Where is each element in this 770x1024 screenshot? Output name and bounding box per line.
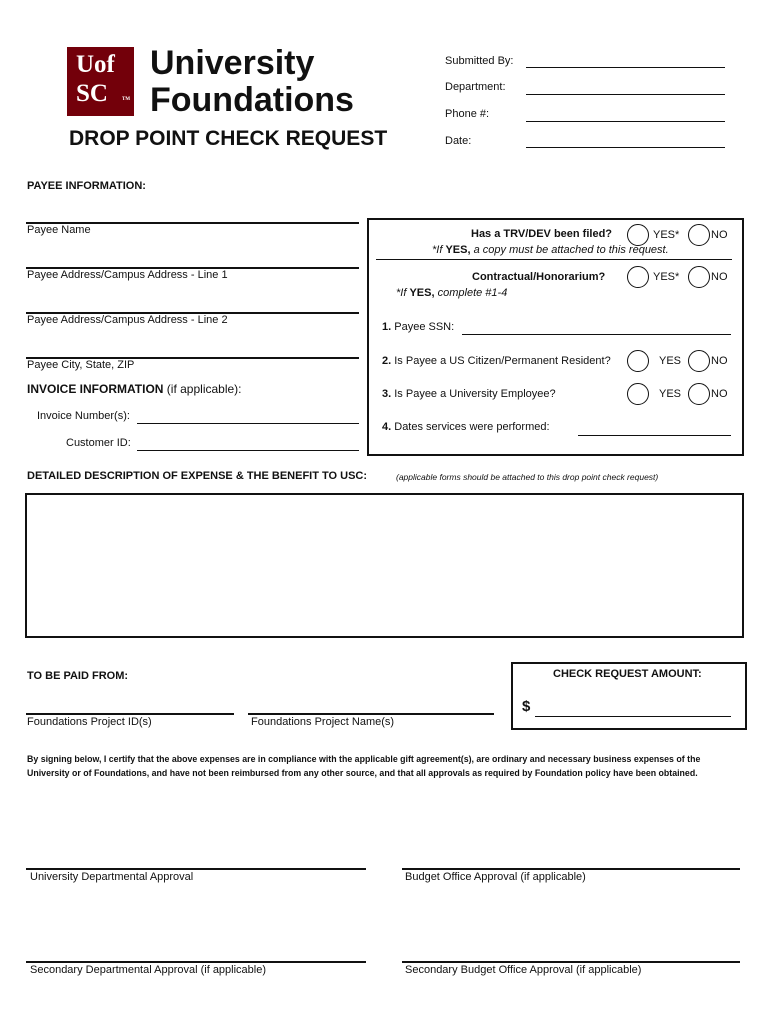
certification-line2: University or of Foundations, and have not been reimbursed from any other source, and that all approvals as required by Foundation policy have been obtained. (27, 768, 698, 778)
logo-name-line1: University (150, 44, 315, 82)
dollar-sign: $ (522, 698, 531, 715)
logo-line2: SC (76, 80, 108, 107)
employee-yes-label: YES (659, 388, 682, 400)
contractual-no-label: NO (711, 271, 728, 283)
trv-note-rest: a copy must be attached to this request. (473, 244, 669, 256)
invoice-numbers-field[interactable] (137, 423, 359, 424)
contractual-question: Contractual/Honorarium? (472, 271, 606, 283)
page-title: DROP POINT CHECK REQUEST (69, 127, 388, 150)
check-amount-field[interactable] (535, 716, 731, 717)
secondary-budget-approval-label: Secondary Budget Office Approval (if applicable) (405, 964, 642, 976)
trv-note-yes: YES, (445, 244, 471, 256)
address-line1-label: Payee Address/Campus Address - Line 1 (27, 269, 228, 281)
trv-note-prefix: *If (432, 244, 443, 256)
date-field[interactable] (526, 147, 725, 148)
city-state-zip-label: Payee City, State, ZIP (27, 359, 135, 371)
citizen-no-radio[interactable] (688, 350, 710, 372)
q4-number: 4. (382, 421, 392, 433)
paid-from-heading: TO BE PAID FROM: (27, 670, 129, 682)
trv-question: Has a TRV/DEV been filed? (471, 228, 613, 240)
employee-no-label: NO (711, 388, 728, 400)
q3-number: 3. (382, 388, 392, 400)
secondary-budget-signature-line[interactable] (402, 961, 740, 963)
project-ids-label: Foundations Project ID(s) (27, 716, 152, 728)
citizen-no-label: NO (711, 355, 728, 367)
check-amount-heading: CHECK REQUEST AMOUNT: (553, 668, 702, 680)
invoice-heading (27, 382, 242, 396)
budget-office-approval-label: Budget Office Approval (if applicable) (405, 871, 586, 883)
contractual-note-prefix: *If (396, 287, 407, 299)
questions-divider (376, 259, 732, 260)
trv-no-radio[interactable] (688, 224, 710, 246)
address-line2-label: Payee Address/Campus Address - Line 2 (27, 314, 228, 326)
logo-tm: TM (122, 97, 131, 102)
department-label: Department: (445, 81, 506, 93)
invoice-numbers-label: Invoice Number(s): (37, 410, 130, 422)
q4-text: Dates services were performed: (394, 421, 550, 433)
univ-dept-approval-label: University Departmental Approval (30, 871, 194, 883)
description-textarea[interactable] (25, 493, 744, 638)
date-label: Date: (445, 135, 472, 147)
contractual-no-radio[interactable] (688, 266, 710, 288)
logo-name-line2: Foundations (150, 81, 354, 119)
phone-field[interactable] (526, 121, 725, 122)
contractual-note (396, 287, 507, 299)
certification-line1: By signing below, I certify that the above expenses are in compliance with the applicable gift agreement(s), are ordinary and necessary business expenses of the (27, 754, 701, 764)
invoice-heading-rest: (if applicable): (166, 382, 242, 396)
univ-dept-signature-line[interactable] (26, 868, 366, 870)
description-note: (applicable forms should be attached to this drop point check request) (396, 472, 659, 482)
service-dates-field[interactable] (578, 435, 731, 436)
submitted-by-field[interactable] (526, 67, 725, 68)
payee-ssn-field[interactable] (462, 334, 731, 335)
description-heading: DETAILED DESCRIPTION OF EXPENSE & THE BENEFIT TO USC: (27, 470, 368, 482)
trv-no-label: NO (711, 229, 728, 241)
project-ids-field[interactable] (26, 713, 234, 715)
project-names-field[interactable] (248, 713, 494, 715)
secondary-dept-approval-label: Secondary Departmental Approval (if applicable) (30, 964, 267, 976)
department-field[interactable] (526, 94, 725, 95)
q4-label (382, 421, 550, 433)
trv-yes-label: YES* (653, 229, 680, 241)
project-names-label: Foundations Project Name(s) (251, 716, 395, 728)
payee-heading: PAYEE INFORMATION: (27, 180, 146, 192)
q1-number: 1. (382, 321, 392, 333)
contractual-note-yes: YES, (409, 287, 435, 299)
usc-logo (67, 47, 134, 116)
submitted-by-label: Submitted By: (445, 55, 514, 67)
contractual-yes-radio[interactable] (627, 266, 649, 288)
secondary-dept-signature-line[interactable] (26, 961, 366, 963)
employee-yes-radio[interactable] (627, 383, 649, 405)
q1-label (382, 321, 454, 333)
customer-id-field[interactable] (137, 450, 359, 451)
logo-line1: Uof (76, 51, 115, 78)
customer-id-label: Customer ID: (66, 437, 131, 449)
q1-text: Payee SSN: (394, 321, 455, 333)
citizen-yes-label: YES (659, 355, 682, 367)
q3-label (382, 388, 556, 400)
contractual-yes-label: YES* (653, 271, 680, 283)
q3-text: Is Payee a University Employee? (394, 388, 556, 400)
q2-label (382, 355, 611, 367)
citizen-yes-radio[interactable] (627, 350, 649, 372)
employee-no-radio[interactable] (688, 383, 710, 405)
q2-text: Is Payee a US Citizen/Permanent Resident? (394, 355, 611, 367)
contractual-note-rest: complete #1-4 (437, 287, 508, 299)
trv-note (432, 244, 669, 256)
payee-name-label: Payee Name (27, 224, 91, 236)
phone-label: Phone #: (445, 108, 490, 120)
invoice-heading-bold: INVOICE INFORMATION (27, 382, 164, 396)
trv-yes-radio[interactable] (627, 224, 649, 246)
budget-office-signature-line[interactable] (402, 868, 740, 870)
q2-number: 2. (382, 355, 392, 367)
